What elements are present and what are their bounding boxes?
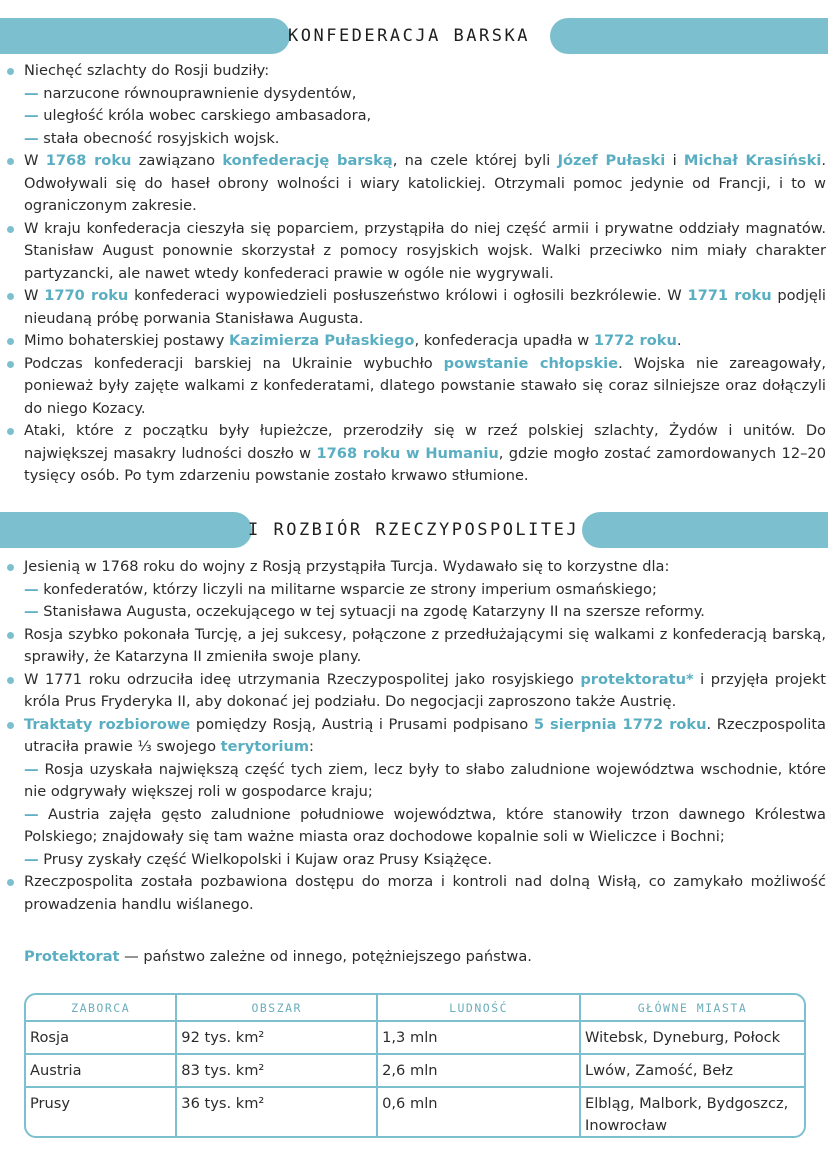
highlight-term: protektoratu* <box>580 670 694 688</box>
section-banner-konfederacja <box>0 18 828 54</box>
table-row <box>26 1054 804 1087</box>
section-banner-rozbior <box>0 512 828 548</box>
highlight-term: Traktaty rozbiorowe <box>24 715 191 733</box>
highlight-date: 1772 roku <box>593 332 677 349</box>
header-obszar: OBSZAR <box>176 995 377 1021</box>
cell-ludnosc: 1,3 mln <box>377 1021 580 1054</box>
dash-item: — konfederatów, którzy liczyli na militarne wsparcie ze strony imperium osmańskiego; <box>24 580 657 598</box>
cell-miasta: Elbląg, Malbork, Bydgoszcz, Inowrocław <box>580 1087 804 1138</box>
dash-item: — narzucone równouprawnienie dysydentów, <box>24 84 357 102</box>
cell-zaborca: Rosja <box>26 1021 176 1054</box>
highlight-term: powstanie chłopskie <box>443 354 619 372</box>
bullet-item: W 1771 roku odrzuciła ideę utrzymania Rzeczypospolitej jako rosyjskiego protektoratu* i przyjęła projekt króla Prus Fryderyka II, aby dokonać jej podziału. Do negocjacji zaproszono także Austrię. <box>0 669 828 714</box>
bullet-item: Rzeczpospolita została pozbawiona dostępu do morza i kontroli nad dolną Wisłą, co zamykało możliwość prowadzenia handlu wiślanego. <box>0 871 828 916</box>
cell-zaborca: Prusy <box>26 1087 176 1138</box>
section-title: I ROZBIÓR RZECZYPOSPOLITEJ <box>248 520 580 540</box>
bullet-item: Podczas konfederacji barskiej na Ukrainie wybuchło powstanie chłopskie. Wojska nie zareagowały, ponieważ były zajęte walkami z konfederatami, dlatego powstanie stawało się coraz silniejsze oraz dołączyli do niego Kozacy. <box>0 353 828 421</box>
dash-mark: — <box>24 850 39 868</box>
definition-term: Protektorat <box>24 948 120 965</box>
cell-obszar: 92 tys. km² <box>176 1021 377 1054</box>
banner-bar-right <box>550 18 828 54</box>
cell-obszar: 83 tys. km² <box>176 1054 377 1087</box>
dash-item: — stała obecność rosyjskich wojsk. <box>24 129 280 147</box>
dash-item: — Stanisława Augusta, oczekującego w tej sytuacji na zgodę Katarzyny II na szersze reformy. <box>24 603 705 620</box>
dash-mark: — <box>24 603 39 620</box>
table-header-row <box>26 995 804 1021</box>
header-glowne-miasta: GŁÓWNE MIASTA <box>580 995 804 1021</box>
highlight-date: 1771 roku <box>687 287 772 304</box>
section-konfederacja-barska <box>0 60 828 488</box>
bullet-item: Niechęć szlachty do Rosji budziły: <box>0 60 828 83</box>
table-row <box>26 1021 804 1054</box>
dash-mark: — <box>24 805 39 823</box>
definition-footnote <box>24 946 532 968</box>
section-title: KONFEDERACJA BARSKA <box>288 26 530 46</box>
cell-miasta: Witebsk, Dyneburg, Połock <box>580 1021 804 1054</box>
dash-mark: — <box>24 107 39 124</box>
banner-bar-left <box>0 18 290 54</box>
header-ludnosc: LUDNOŚĆ <box>377 995 580 1021</box>
bullet-item: Rosja szybko pokonała Turcję, a jej sukcesy, połączone z przedłużającymi się walkami z konfederacją barską, sprawiły, że Katarzyna II zmieniła swoje plany. <box>0 624 828 669</box>
dash-item: — Austria zajęła gęsto zaludnione południowe województwa, które stanowiły trzon dawnego Królestwa Polskiego; znajdowały się tam ważne miasta oraz dochodowe kopalnie soli w Wieliczce i Bochni; <box>24 805 827 845</box>
bullet-item: W 1770 roku konfederaci wypowiedzieli posłuszeństwo królowi i ogłosili bezkrólewie. W 1771 roku podjęli nieudaną próbę porwania Stanisława Augusta. <box>0 285 828 330</box>
bullet-item: Mimo bohaterskiej postawy Kazimierza Pułaskiego, konfederacja upadła w 1772 roku. <box>0 330 828 353</box>
highlight-date: 1768 roku w Humaniu <box>316 444 499 462</box>
dash-item: — Prusy zyskały część Wielkopolski i Kujaw oraz Prusy Książęce. <box>24 850 492 868</box>
bullet-item: W kraju konfederacja cieszyła się poparciem, przystąpiła do niej część armii i prywatne oddziały magnatów. Stanisław August ponownie skorzystał z pomocy rosyjskich wojsk. Walki przeciwko nim miały charakter partyzancki, ale nawet wtedy konfederaci prawie w ogóle nie wygrywali. <box>0 218 828 286</box>
bullet-item: W 1768 roku zawiązano konfederację barską, na czele której byli Józef Pułaski i Michał Krasiński. Odwoływali się do haseł obrony wolności i wiary katolickiej. Otrzymali pomoc jedynie od Francji, i to w ograniczonym zakresie. <box>0 150 828 218</box>
bullet-item: Traktaty rozbiorowe pomiędzy Rosją, Austrią i Prusami podpisano 5 sierpnia 1772 roku. Rzeczpospolita utraciła prawie ⅓ swojego terytorium: <box>0 714 828 759</box>
partition-table <box>24 993 806 1138</box>
table <box>26 995 804 1138</box>
dash-item: — uległość króla wobec carskiego ambasadora, <box>24 107 372 124</box>
cell-ludnosc: 0,6 mln <box>377 1087 580 1138</box>
dash-mark: — <box>24 580 39 598</box>
cell-ludnosc: 2,6 mln <box>377 1054 580 1087</box>
table-row <box>26 1087 804 1138</box>
highlight-term: konfederację barską <box>222 152 393 169</box>
definition-text: — państwo zależne od innego, potężniejszego państwa. <box>119 948 532 965</box>
highlight-person: Michał Krasiński <box>683 152 822 169</box>
cell-obszar: 36 tys. km² <box>176 1087 377 1138</box>
highlight-date: 1768 roku <box>45 152 132 169</box>
dash-mark: — <box>24 84 39 102</box>
bullet-item: Ataki, które z początku były łupieżcze, przerodziły się w rzeź polskiej szlachty, Żydów i unitów. Do największej masakry ludności doszło w 1768 roku w Humaniu, gdzie mogło zostać zamordowanych 12–20 tysięcy osób. Po tym zdarzeniu powstanie zostało krwawo stłumione. <box>0 420 828 488</box>
highlight-person: Józef Pułaski <box>557 152 666 169</box>
dash-mark: — <box>24 129 39 147</box>
section-i-rozbior <box>0 556 828 916</box>
dash-item: — Rosja uzyskała największą część tych ziem, lecz były to słabo zaludnione województwa wschodnie, które nie odgrywały większej roli w gospodarce kraju; <box>24 760 826 800</box>
highlight-person: Kazimierza Pułaskiego <box>228 332 415 349</box>
dash-mark: — <box>24 760 39 778</box>
header-zaborca: ZABORCA <box>26 995 176 1021</box>
cell-zaborca: Austria <box>26 1054 176 1087</box>
banner-bar-left <box>0 512 252 548</box>
cell-miasta: Lwów, Zamość, Bełz <box>580 1054 804 1087</box>
highlight-date: 1770 roku <box>44 287 129 304</box>
bullet-item: Jesienią w 1768 roku do wojny z Rosją przystąpiła Turcja. Wydawało się to korzystne dla: <box>0 556 828 579</box>
highlight-date: 5 sierpnia 1772 roku <box>533 715 707 733</box>
banner-bar-right <box>582 512 828 548</box>
highlight-term: terytorium <box>220 738 310 755</box>
